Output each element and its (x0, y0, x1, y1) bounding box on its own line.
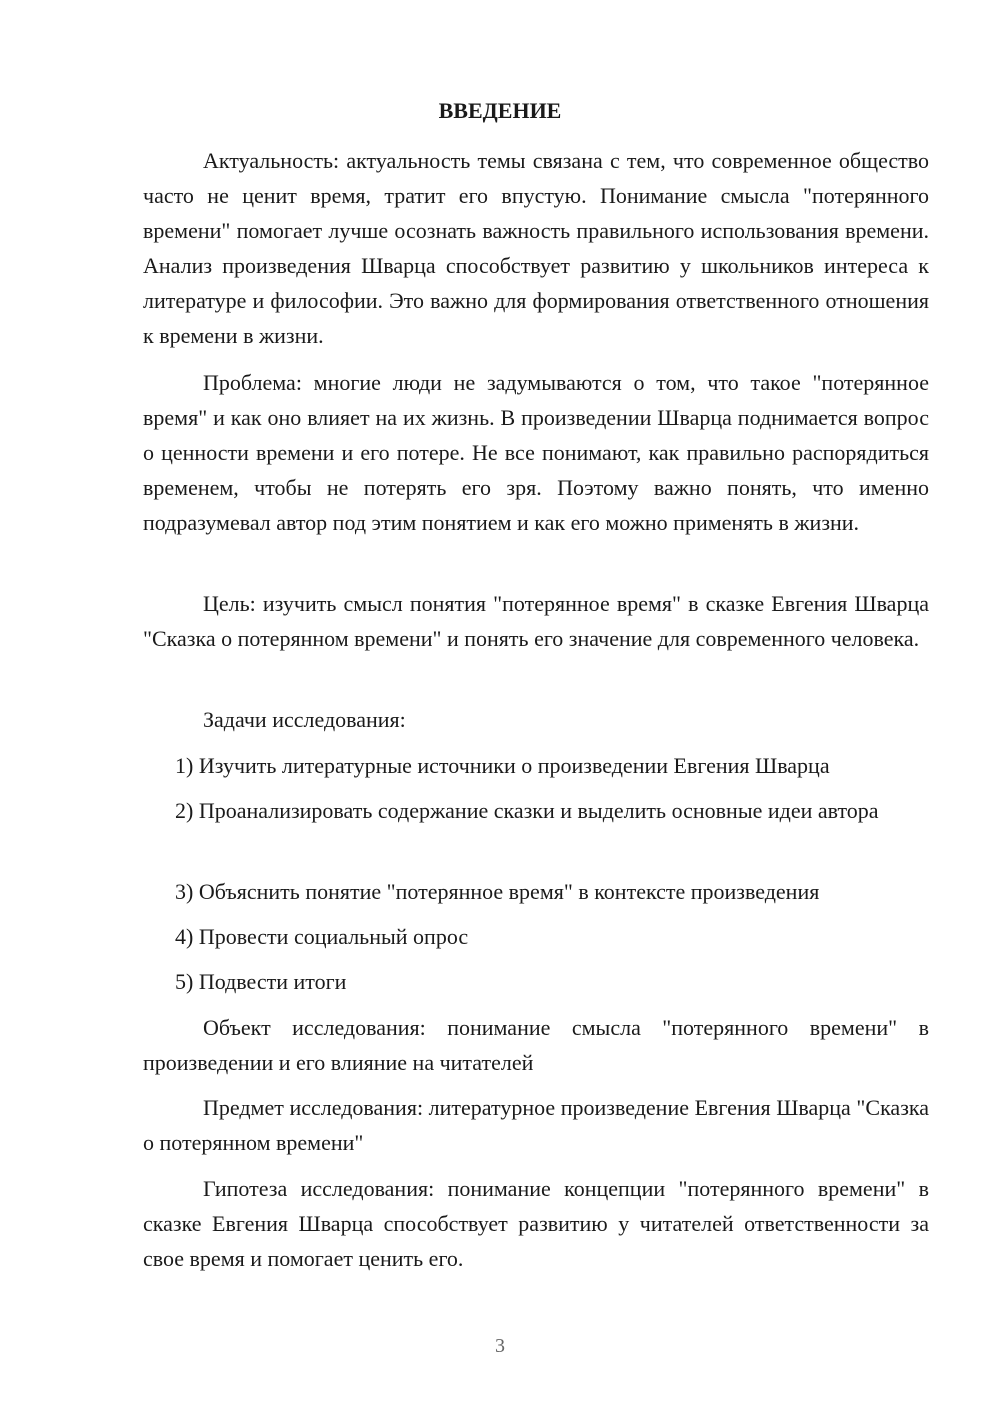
task-item-4: 4) Провести социальный опрос (175, 924, 469, 949)
paragraph-problem: Проблема: многие люди не задумываются о том, что такое "потерянное время" и как оно влияет на их жизнь. В произведении Шварца поднимается вопрос о ценности времени и его потере. Не все понимают, как правильно распорядиться временем, чтобы не потерять его зря. Поэтому важно понять, что именно подразумевал автор под этим понятием и как его можно применять в жизни. (143, 370, 929, 535)
paragraph-subject: Предмет исследования: литературное произведение Евгения Шварца "Сказка о потерянном времени" (143, 1095, 929, 1155)
paragraph-object: Объект исследования: понимание смысла "потерянного времени" в произведении и его влияние на читателей (143, 1015, 929, 1075)
tasks-heading: Задачи исследования: (203, 707, 406, 732)
task-item-5: 5) Подвести итоги (175, 969, 347, 994)
task-item-1: 1) Изучить литературные источники о произведении Евгения Шварца (175, 753, 830, 778)
paragraph-goal: Цель: изучить смысл понятия "потерянное время" в сказке Евгения Шварца "Сказка о потерянном времени" и понять его значение для современного человека. (143, 591, 929, 651)
page-number: 3 (495, 1335, 505, 1357)
task-item-2: 2) Проанализировать содержание сказки и выделить основные идеи автора (175, 798, 879, 823)
paragraph-hypothesis: Гипотеза исследования: понимание концепции "потерянного времени" в сказке Евгения Шварца способствует развитию у читателей ответственности за свое время и помогает ценить его. (143, 1176, 929, 1271)
task-item-3: 3) Объяснить понятие "потерянное время" в контексте произведения (175, 879, 820, 904)
page-title: ВВЕДЕНИЕ (438, 98, 562, 123)
paragraph-relevance: Актуальность: актуальность темы связана с тем, что современное общество часто не ценит время, тратит его впустую. Понимание смысла "потерянного времени" помогает лучше осознать важность правильного использования времени. Анализ произведения Шварца способствует развитию у школьников интереса к литературе и философии. Это важно для формирования ответственного отношения к времени в жизни. (143, 148, 929, 348)
